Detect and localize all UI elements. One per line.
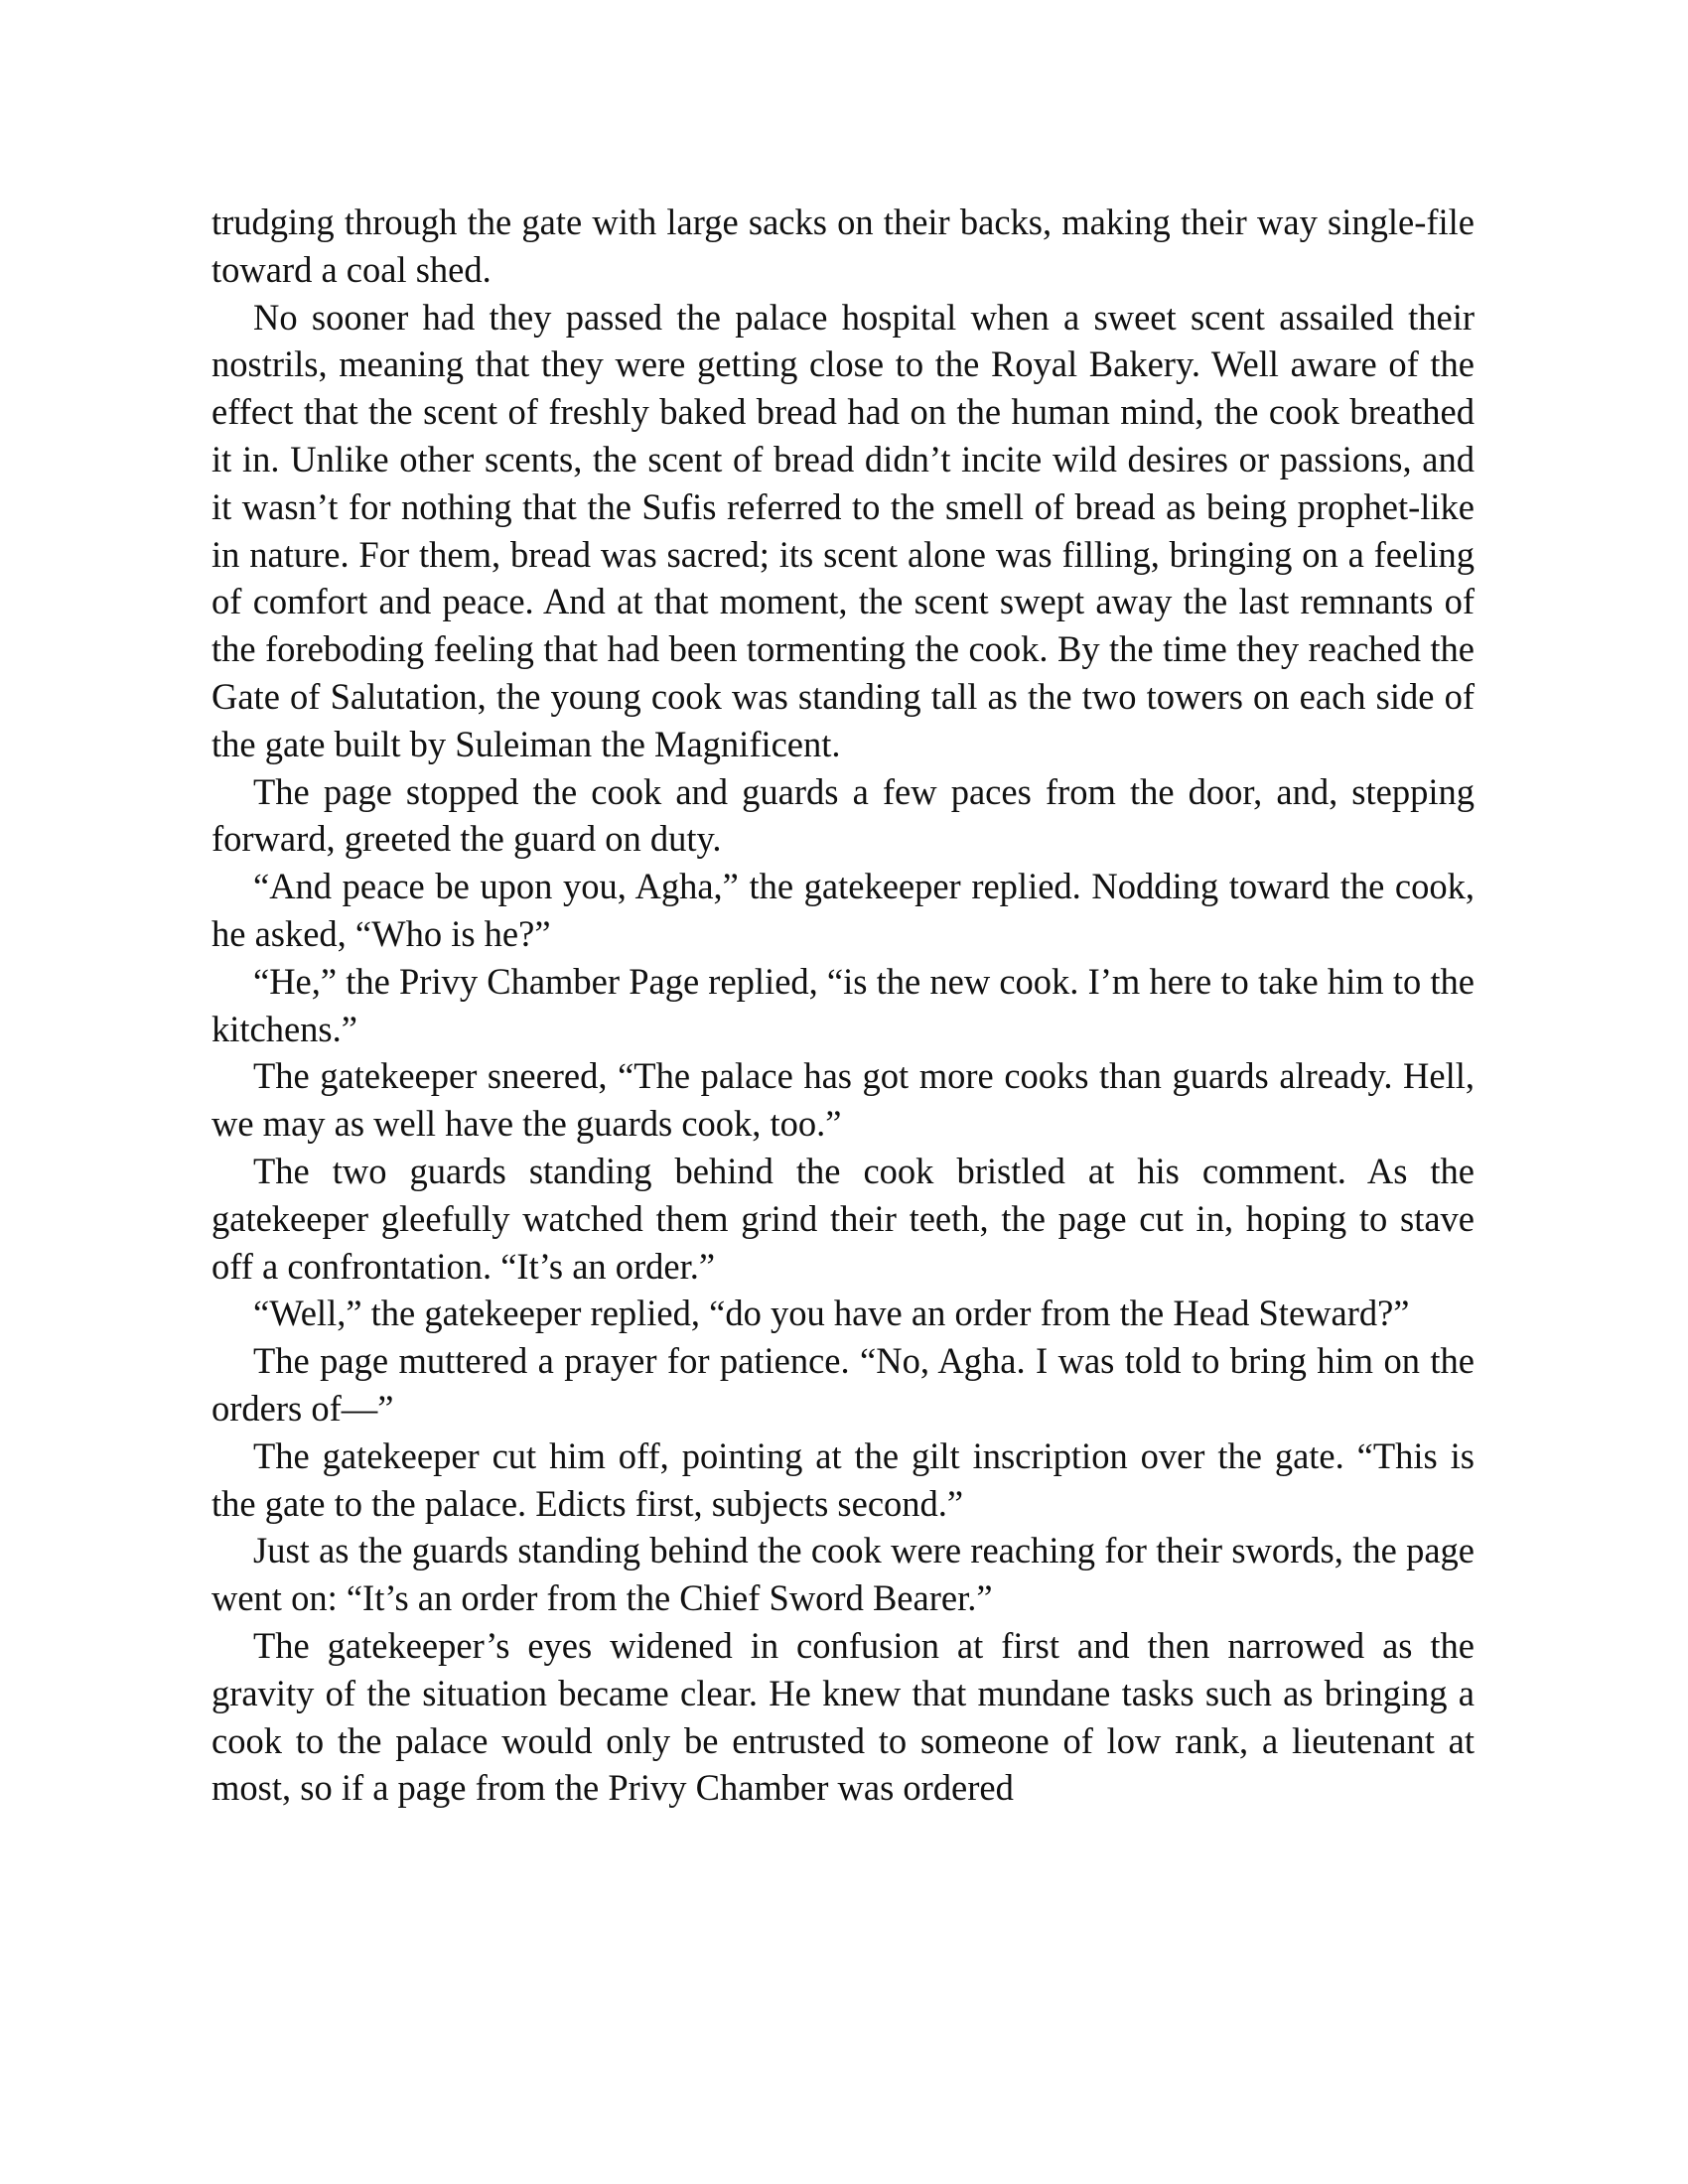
paragraph: The gatekeeper’s eyes widened in confusion at first and then narrowed as the gravity of the situation became clear. He knew that mundane tasks such as bringing a cook to the palace would only be entrusted to someone of low rank, a lieutenant at most, so if a page from the Privy Chamber was ordered [211,1624,1475,1809]
paragraph: No sooner had they passed the palace hospital when a sweet scent assailed their nostrils, meaning that they were getting close to the Royal Bakery. Well aware of the effect that the scent of freshly baked bread had on the human mind, the cook breathed it in. Unlike other scents, the scent of bread didn’t incite wild desires or passions, and it wasn’t for nothing that the Sufis referred to the smell of bread as being prophet-like in nature. For them, bread was sacred; its scent alone was filling, bringing on a feeling of comfort and peace. And at that moment, the scent swept away the last remnants of the foreboding feeling that had been tormenting the cook. By the time they reached the Gate of Salutation, the young cook was standing tall as the two towers on each side of the gate built by Suleiman the Magnificent. [211,296,1475,764]
paragraph: “Well,” the gatekeeper replied, “do you have an order from the Head Steward?” [253,1293,1410,1334]
page-body-text [211,199,1475,1812]
paragraph: The page stopped the cook and guards a few paces from the door, and, stepping forward, greeted the guard on duty. [211,770,1475,860]
paragraph: “He,” the Privy Chamber Page replied, “is the new cook. I’m here to take him to the kitchens.” [211,960,1475,1049]
paragraph: The gatekeeper sneered, “The palace has got more cooks than guards already. Hell, we may as well have the guards cook, too.” [211,1055,1475,1145]
paragraph: “And peace be upon you, Agha,” the gatekeeper replied. Nodding toward the cook, he asked, “Who is he?” [211,866,1475,954]
paragraph: The two guards standing behind the cook bristled at his comment. As the gatekeeper gleefully watched them grind their teeth, the page cut in, hoping to stave off a confrontation. “It’s an order.” [211,1150,1475,1287]
paragraph: Just as the guards standing behind the cook were reaching for their swords, the page went on: “It’s an order from the Chief Sword Bearer.” [211,1530,1475,1619]
paragraph: The page muttered a prayer for patience. “No, Agha. I was told to bring him on the orders of—” [211,1340,1475,1429]
paragraph: trudging through the gate with large sacks on their backs, making their way single-file toward a coal shed. [211,202,1475,290]
paragraph: The gatekeeper cut him off, pointing at the gilt inscription over the gate. “This is the gate to the palace. Edicts first, subjects second.” [211,1434,1475,1524]
